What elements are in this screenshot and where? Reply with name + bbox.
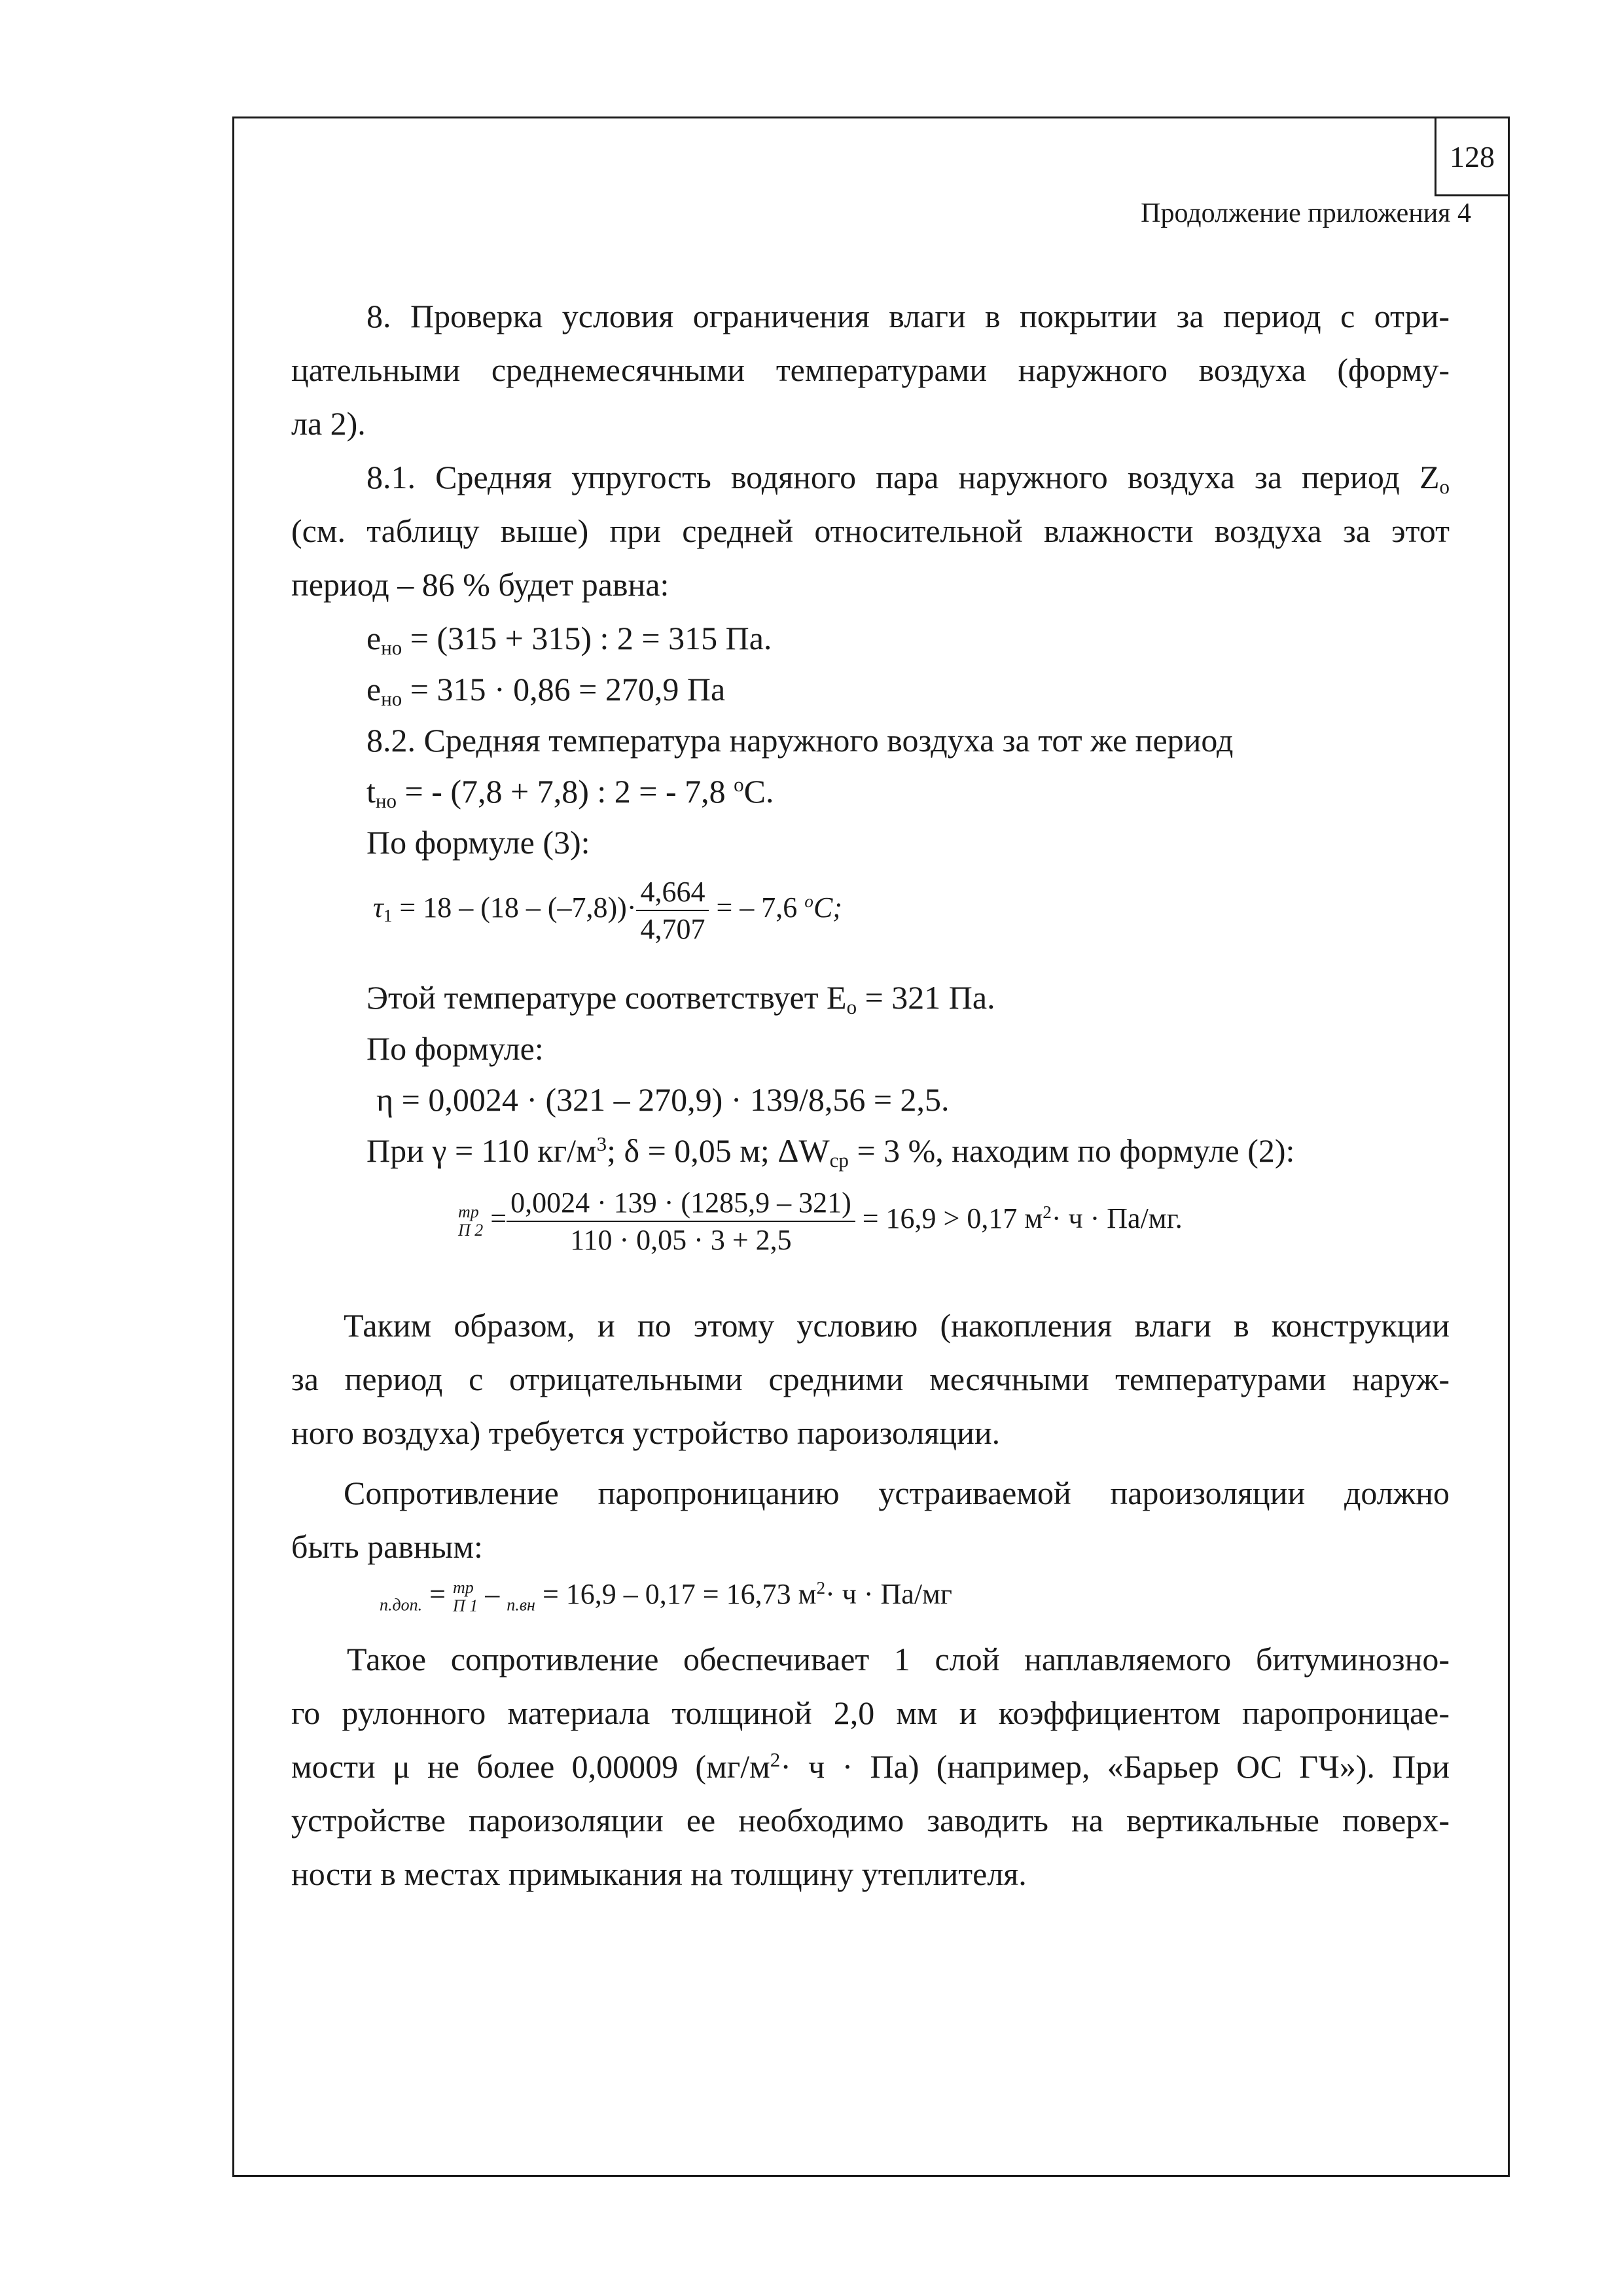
p82-line: 8.2. Средняя температура наружного воздуха за тот же период — [366, 722, 1234, 759]
eq-eno-1: $e_{но} = (315 + 315)$ : 2 = 315 Па. — [366, 620, 772, 659]
continuation-label: Продолжение приложения 4 — [1141, 198, 1471, 228]
p8-line-2: цательными среднемесячными температурами наружного воздуха (форму- — [291, 351, 1450, 388]
resistance-line-1: Сопротивление паропроницанию устраиваемой пароизоляции должно — [344, 1475, 1450, 1511]
p8-line-1: 8. Проверка условия ограничения влаги в покрытии за период с отри- — [366, 298, 1450, 334]
resistance-line-2: быть равным: — [291, 1528, 483, 1565]
conclusion-line-1: Таким образом, и по этому условию (накопления влаги в конструкции — [344, 1307, 1450, 1344]
eq-resistance: $_{п.доп.}$ = тр П 1 – $_{п.вн}$ = 16,9 – 0,17 = 16,73 $м^2\cdot ч \cdot Па/мг$ — [380, 1577, 952, 1615]
final-line-5: ности в местах примыкания на толщину утеплителя. — [291, 1856, 1027, 1892]
eq-eno-2: $e_{но} = 315 \cdot 0,86 = 270,9$ Па — [366, 671, 726, 710]
eq-tau: $\tau_1 = 18 - (18 - (-7,8))\cdot$ $\frac{4,664}{4,707}$ = – 7,6 $^o$C; — [373, 876, 842, 945]
final-line-1: Такое сопротивление обеспечивает 1 слой наплавляемого битуминозно- — [347, 1641, 1450, 1677]
p81-line-1: 8.1. Средняя упругость водяного пара наружного воздуха за период $Z_о$ — [366, 459, 1450, 498]
moisture-fraction: $\frac{0,0024 \cdot 139 \cdot (1285,9 - 321)}{110 \cdot 0,05 \cdot 3 + 2,5}$ — [507, 1186, 855, 1257]
eq-fraction: тр П 2 = $\frac{0,0024 \cdot 139 \cdot (1285,9 - 321)}{110 \cdot 0,05 \cdot 3 + 2,5}$ = 16,9 > 0,17 $м^2\cdot ч \cdot Па/мг$. — [458, 1187, 1183, 1256]
p81-line-3: период – 86 % будет равна: — [291, 566, 669, 603]
p81-line-2: (см. таблицу выше) при средней относительной влажности воздуха за этот — [291, 512, 1450, 549]
final-line-4: устройстве пароизоляции ее необходимо заводить на вертикальные поверх- — [291, 1802, 1450, 1839]
conclusion-line-2: за период с отрицательными средними месячными температурами наруж- — [291, 1361, 1450, 1397]
temp-correspondence: Этой температуре соответствует $E_о = 321$ Па. — [366, 979, 995, 1018]
page-number: 128 — [1435, 117, 1510, 196]
final-line-3: мости μ не более 0,00009 $(мг/м^2\cdot ч \cdot Па)$ (например, «Барьер ОС ГЧ»). При — [291, 1748, 1450, 1785]
conclusion-line-3: ного воздуха) требуется устройство пароизоляции. — [291, 1414, 1001, 1451]
by-formula-3: По формуле (3): — [366, 824, 590, 861]
eq-eta: η = 0,0024 · (321 – 270,9) · 139/8,56 = 2,5. — [376, 1081, 950, 1118]
p8-line-3: ла 2). — [291, 405, 366, 442]
eq-tno: $t_{но}$ = - (7,8 + 7,8) : 2 = - 7,8 $^о$С. — [366, 772, 774, 812]
by-formula: По формуле: — [366, 1030, 544, 1067]
eq-gamma: При γ = 110 $кг/м^3$; δ = 0,05 м; $\Delta W_{ср} = 3$ %, находим по формуле (2): — [366, 1132, 1295, 1172]
tau-fraction: $\frac{4,664}{4,707}$ — [636, 875, 709, 946]
final-line-2: го рулонного материала толщиной 2,0 мм и коэффициентом паропроницае- — [291, 1695, 1450, 1731]
